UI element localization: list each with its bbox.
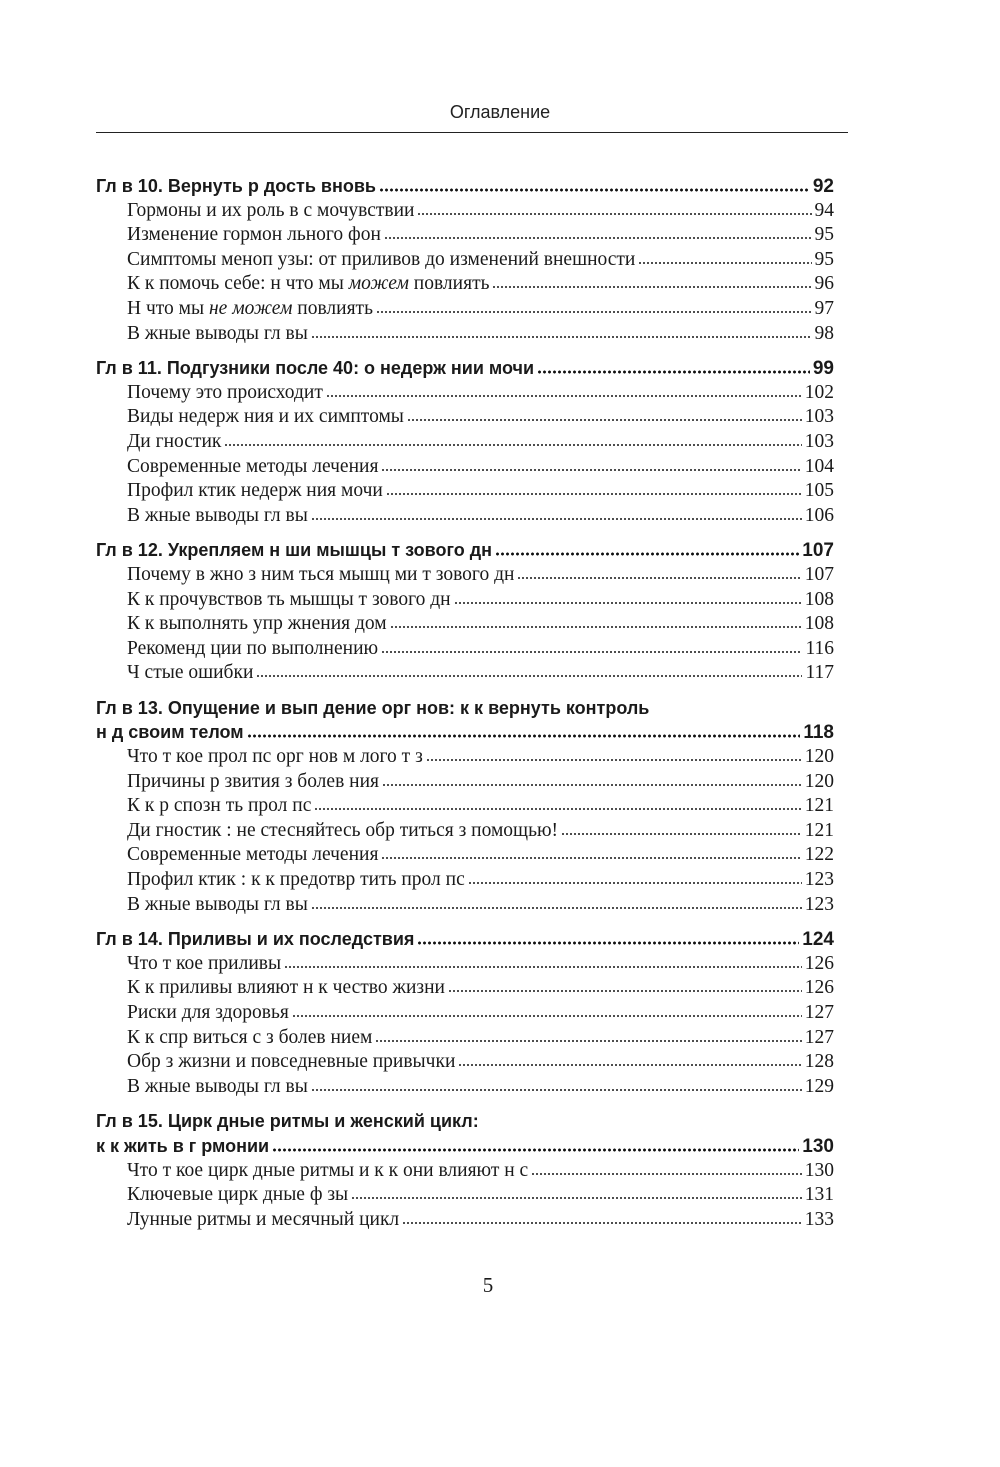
section-title [127,455,378,480]
section-entry [96,745,834,770]
dot-leader [390,625,802,629]
section-title-text: Н что мы [127,297,209,319]
section-title-text: К к приливы влияют н к чество жизни [127,977,445,999]
section-title-text: Что т кое цирк дные ритмы и к к они влияют н с [127,1159,529,1181]
dot-leader [311,1088,802,1092]
section-title-emphasis: можем [348,273,409,295]
dot-leader [448,989,802,993]
page-number: 5 [482,1273,494,1297]
section-entry [96,1208,834,1233]
section-title [127,661,253,686]
section-title-text: Профил ктик : к к предотвр тить прол пс [127,869,465,891]
chapter-page: 124 [802,929,834,951]
chapter-page: 99 [812,358,834,380]
section-title [127,976,445,1001]
section-entry [96,199,834,224]
section-page: 129 [804,1075,834,1097]
chapter-title-line [96,1134,834,1159]
section-entry [96,430,834,455]
section-entry [96,661,834,686]
dot-leader [311,906,802,910]
section-entry [96,1026,834,1051]
section-entry [96,297,834,322]
section-title [127,1208,399,1233]
dot-leader [531,1172,802,1176]
dot-leader [454,601,802,605]
section-title-text: Что т кое прол пс орг нов м лого т з [127,746,423,768]
section-entry [96,1159,834,1184]
section-title-text: Современные методы лечения [127,455,379,477]
chapter-page: 92 [812,176,834,197]
toc-chapter [96,538,834,686]
section-title [127,504,308,529]
section-title-text: К к выполнять упр жнения дом [127,613,387,635]
dot-leader [224,443,801,447]
section-page: 126 [804,952,834,974]
dot-leader [417,941,799,945]
section-page: 120 [804,770,834,792]
section-title-text: Рекоменд ции по выполнению [127,637,379,659]
section-page: 126 [804,977,834,999]
section-page: 105 [804,480,834,502]
section-title-text: К к спр виться с з болев нием [127,1026,373,1048]
section-entry [96,893,834,918]
section-title [127,819,558,844]
section-page: 97 [814,297,834,319]
section-title [127,588,451,613]
section-entry [96,322,834,347]
section-title [127,893,308,918]
section-title-text: В жные выводы гл вы [127,322,308,344]
section-title [127,770,379,795]
section-title-text: Ч стые ошибки [127,662,254,684]
dot-leader [458,1063,801,1067]
section-entry [96,976,834,1001]
chapter-title: Гл в 12. Укрепляем н ши мышцы т зового дн [96,540,493,561]
dot-leader [351,1196,802,1200]
dot-leader [247,734,801,738]
toc-chapter [96,356,834,528]
section-title [127,297,373,322]
dot-leader [381,856,801,860]
section-entry [96,1050,834,1075]
toc-chapter [96,1109,834,1232]
section-title [127,199,414,224]
dot-leader [379,188,810,192]
section-page: 98 [814,322,834,344]
chapter-page: 118 [803,722,834,744]
section-page: 102 [804,381,834,403]
dot-leader [381,650,802,654]
section-title [127,745,423,770]
dot-leader [376,310,812,314]
toc-chapter [96,174,834,346]
section-entry [96,637,834,662]
section-page: 103 [804,406,834,428]
section-title-text: Симптомы меноп узы: от приливов до изменений внешности [127,248,636,270]
dot-leader [381,468,801,472]
section-entry [96,1183,834,1208]
section-title [127,322,308,347]
section-page: 95 [814,224,834,246]
dot-leader [382,783,802,787]
section-title-text: Гормоны и их роль в с мочувствии [127,199,415,221]
section-title-text: Причины р звития з болев ния [127,770,379,792]
section-title [127,223,381,248]
section-entry [96,588,834,613]
dot-leader [272,1148,799,1152]
dot-leader [402,1221,802,1225]
section-page: 94 [814,199,834,221]
section-title [127,794,311,819]
section-title [127,843,378,868]
chapter-title: Гл в 15. Цирк дные ритмы и женский цикл: [96,1111,479,1132]
section-title [127,1001,289,1026]
section-entry [96,1001,834,1026]
section-page: 123 [804,893,834,915]
dot-leader [517,576,801,580]
section-entry [96,770,834,795]
section-page: 127 [804,1026,834,1048]
section-entry [96,504,834,529]
dot-leader [311,335,812,339]
chapter-title-line [96,1109,834,1134]
section-page: 116 [805,637,834,659]
section-title-text: В жные выводы гл вы [127,1075,308,1097]
toc-chapter [96,927,834,1099]
section-title-text: К к помочь себе: н что мы [127,273,349,295]
section-entry [96,563,834,588]
chapter-title: к к жить в г рмонии [96,1135,270,1156]
section-page: 107 [804,563,834,585]
section-entry [96,272,834,297]
section-entry [96,868,834,893]
dot-leader [256,674,802,678]
section-title [127,272,489,297]
section-title-emphasis: не можем [208,297,293,319]
section-title [127,381,323,406]
section-title [127,1159,528,1184]
section-title [127,479,383,504]
section-entry [96,381,834,406]
section-page: 103 [804,430,834,452]
section-entry [96,455,834,480]
section-title-text: повлиять [292,297,373,319]
dot-leader [426,758,802,762]
section-title [127,1075,308,1100]
section-title-text: Почему это происходит [127,381,323,403]
section-title-text: Лунные ритмы и месячный цикл [127,1208,400,1230]
section-title [127,248,635,273]
section-entry [96,794,834,819]
section-entry [96,952,834,977]
section-entry [96,405,834,430]
chapter-title: Гл в 11. Подгузники после 40: о недерж нии мочи [96,358,535,379]
section-title-text: Ключевые цирк дные ф зы [127,1184,349,1206]
dot-leader [292,1014,802,1018]
section-title [127,563,514,588]
dot-leader [384,236,812,240]
dot-leader [495,552,799,556]
section-page: 117 [805,662,834,684]
section-page: 96 [814,273,834,295]
section-page: 120 [804,746,834,768]
section-title-text: Профил ктик недерж ния мочи [127,480,383,502]
section-title-text: В жные выводы гл вы [127,893,308,915]
dot-leader [386,492,802,496]
section-title [127,612,387,637]
section-page: 128 [804,1051,834,1073]
section-page: 131 [804,1184,834,1206]
section-page: 108 [804,588,834,610]
section-title [127,1183,348,1208]
section-page: 104 [804,455,834,477]
section-entry [96,612,834,637]
section-page: 95 [814,248,834,270]
section-page: 123 [804,869,834,891]
section-page: 122 [804,844,834,866]
dot-leader [326,394,802,398]
section-entry [96,1075,834,1100]
section-title [127,1026,372,1051]
section-title-text: Виды недерж ния и их симптомы [127,406,404,428]
section-title-text: К к прочувствов ть мышцы т зового дн [127,588,451,610]
dot-leader [561,832,802,836]
section-title-text: В жные выводы гл вы [127,504,308,526]
dot-leader [375,1039,801,1043]
dot-leader [284,965,802,969]
dot-leader [407,418,802,422]
section-title [127,405,404,430]
section-page: 108 [804,613,834,635]
section-entry [96,819,834,844]
section-entry [96,843,834,868]
dot-leader [492,285,811,289]
section-page: 130 [804,1159,834,1181]
chapter-title: Гл в 10. Вернуть р дость вновь [96,176,376,196]
section-page: 121 [804,795,834,817]
chapter-title-line [96,174,834,199]
chapter-title-line [96,538,834,563]
section-entry [96,479,834,504]
section-title-text: повлиять [408,273,490,295]
section-title-text: Изменение гормон льного фон [127,224,381,246]
chapter-title-line [96,927,834,952]
dot-leader [314,807,801,811]
section-page: 106 [804,504,834,526]
section-title [127,952,281,977]
section-title [127,868,465,893]
dot-leader [311,517,802,521]
section-title [127,637,378,662]
running-head: Оглавление [449,102,551,122]
table-of-contents [96,174,834,1242]
chapter-title: Гл в 14. Приливы и их последствия [96,929,415,950]
section-title-text: Почему в жно з ним ться мышц ми т зового дн [127,563,515,585]
toc-chapter [96,696,834,917]
dot-leader [468,881,802,885]
chapter-page: 130 [802,1135,834,1157]
section-title-text: Ди гностик [127,430,222,452]
chapter-title-line [96,720,834,745]
dot-leader [417,212,811,216]
chapter-title: н д своим телом [96,722,244,743]
section-title [127,1050,455,1075]
section-title-text: Современные методы лечения [127,844,379,866]
section-title-text: Обр з жизни и повседневные привычки [127,1051,456,1073]
section-title [127,430,221,455]
dot-leader [537,370,810,374]
section-title-text: Ди гностик : не стесняйтесь обр титься з помощью! [127,819,559,841]
header-rule [96,132,848,133]
chapter-title-line [96,696,834,721]
chapter-title-line [96,356,834,381]
section-title-text: Что т кое приливы [127,952,282,974]
chapter-page: 107 [802,540,834,562]
chapter-title: Гл в 13. Опущение и вып дение орг нов: к к вернуть контроль [96,697,650,718]
dot-leader [638,261,811,265]
section-page: 121 [804,819,834,841]
section-entry [96,248,834,273]
section-page: 133 [804,1208,834,1230]
section-page: 127 [804,1002,834,1023]
section-title-text: К к р спозн ть прол пс [127,795,312,817]
section-title-text: Риски для здоровья [127,1002,289,1023]
section-entry [96,223,834,248]
